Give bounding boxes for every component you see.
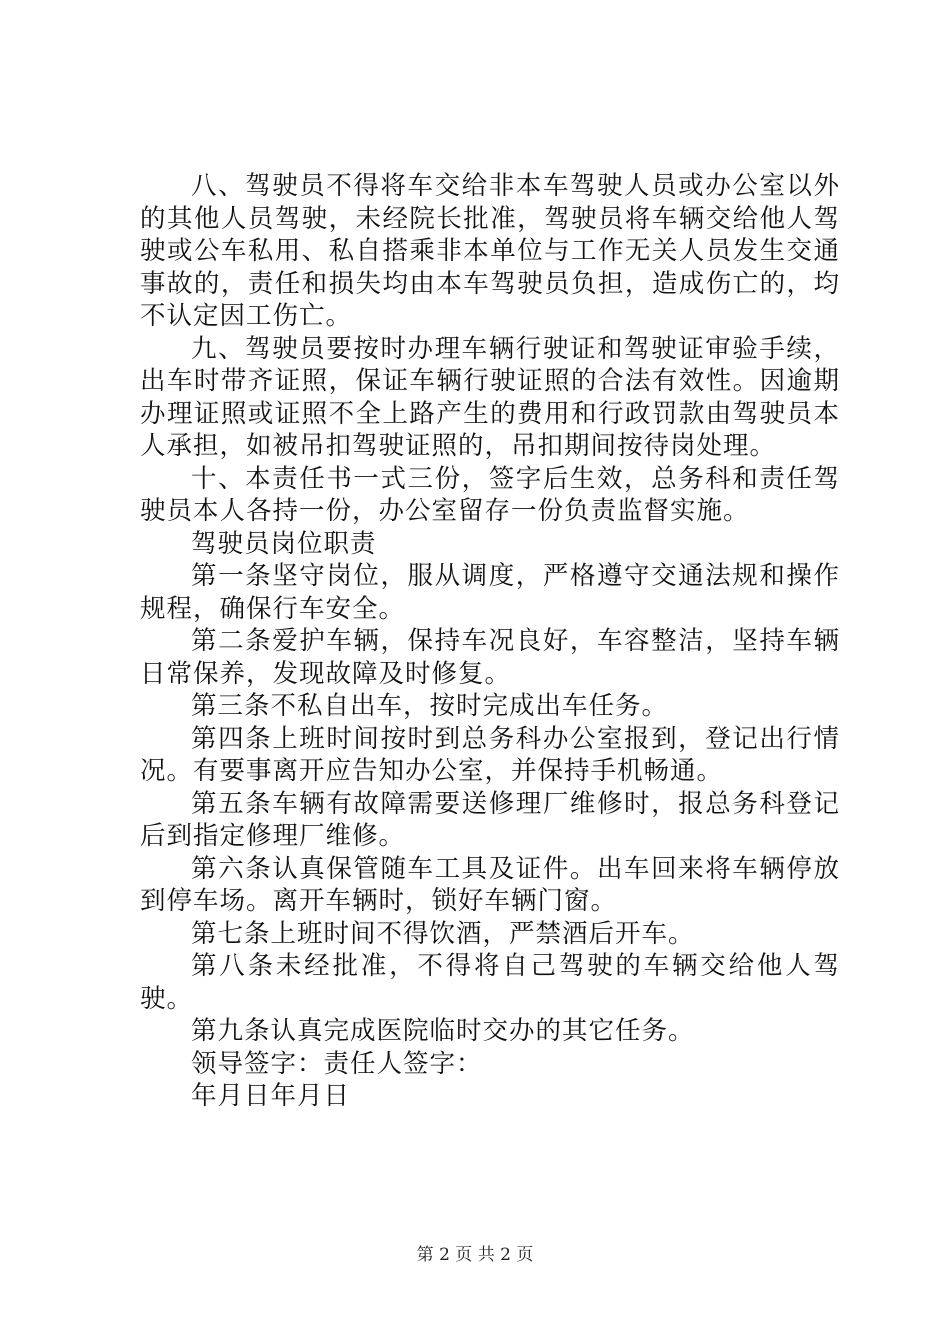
paragraph-duty-3: 第三条不私自出车，按时完成出车任务。 xyxy=(191,691,669,721)
paragraph-duty-1: 第一条坚守岗位，服从调度，严格遵守交通法规和操作规程，确保行车安全。 xyxy=(140,561,840,624)
paragraph-duty-2: 第二条爱护车辆，保持车况良好，车容整洁，坚持车辆日常保养，发现故障及时修复。 xyxy=(140,626,840,689)
signature-line: 领导签字：责任人签字： xyxy=(191,1048,483,1079)
page-number-indicator: 第 2 页 共 2 页 xyxy=(416,1245,534,1265)
paragraph-duty-8: 第八条未经批准，不得将自己驾驶的车辆交给他人驾驶。 xyxy=(140,951,840,1014)
paragraph-duty-5: 第五条车辆有故障需要送修理厂维修时，报总务科登记后到指定修理厂维修。 xyxy=(140,788,840,851)
section-heading-driver-duties: 驾驶员岗位职责 xyxy=(191,528,377,559)
paragraph-duty-6: 第六条认真保管随车工具及证件。出车回来将车辆停放到停车场。离开车辆时，锁好车辆门窗。 xyxy=(140,853,840,916)
paragraph-article-9: 九、驾驶员要按时办理车辆行驶证和驾驶证审验手续，出车时带齐证照，保证车辆行驶证照的合法有效性。因逾期办理证照或证照不全上路产生的费用和行政罚款由驾驶员本人承担，如被吊扣驾驶证照的，吊扣期间按待岗处理。 xyxy=(140,333,840,461)
paragraph-duty-7: 第七条上班时间不得饮酒，严禁酒后开车。 xyxy=(191,918,695,949)
document-body xyxy=(140,170,840,1113)
paragraph-duty-9: 第九条认真完成医院临时交办的其它任务。 xyxy=(191,1016,695,1046)
paragraph-duty-4: 第四条上班时间按时到总务科办公室报到，登记出行情况。有要事离开应告知办公室，并保持手机畅通。 xyxy=(140,723,840,786)
paragraph-article-10: 十、本责任书一式三份，签字后生效，总务科和责任驾驶员本人各持一份，办公室留存一份负责监督实施。 xyxy=(140,463,840,526)
page-footer xyxy=(0,1244,950,1266)
date-line: 年月日年月日 xyxy=(191,1081,351,1111)
paragraph-article-8: 八、驾驶员不得将车交给非本车驾驶人员或办公室以外的其他人员驾驶，未经院长批准，驾驶员将车辆交给他人驾驶或公车私用、私自搭乘非本单位与工作无关人员发生交通事故的，责任和损失均由本车驾驶员负担，造成伤亡的，均不认定因工伤亡。 xyxy=(140,171,840,331)
